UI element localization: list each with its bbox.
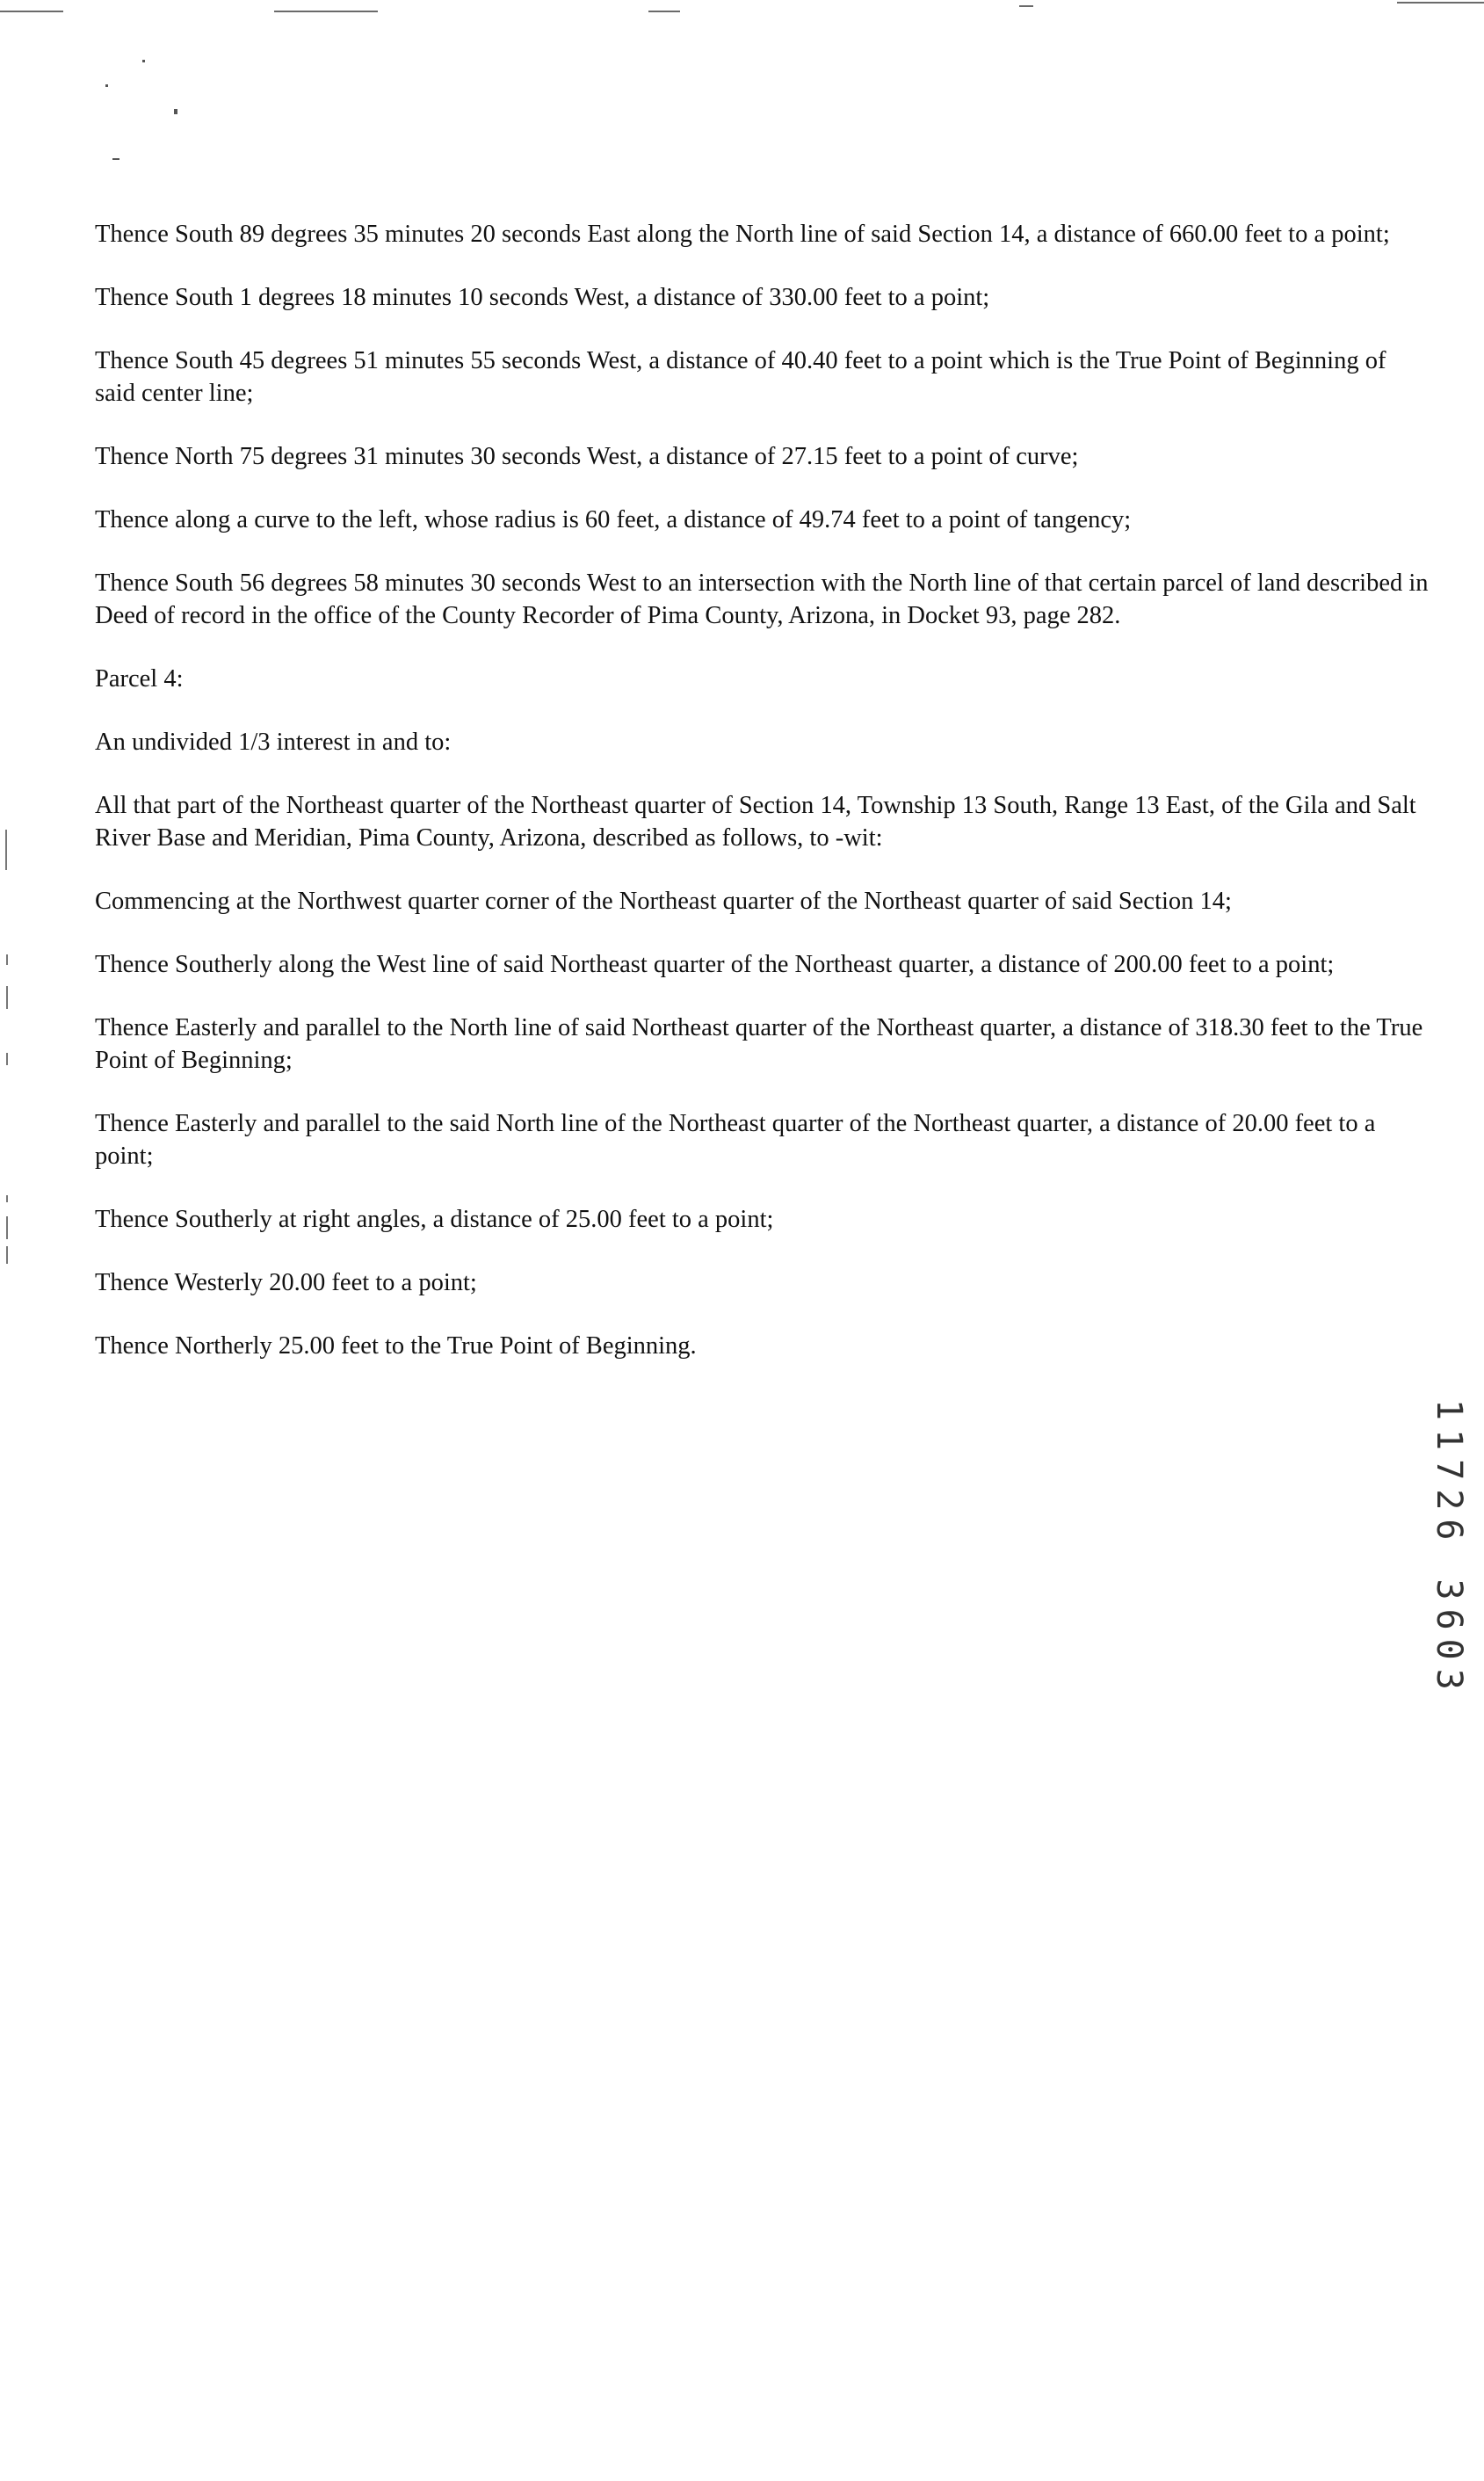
scan-speck (105, 84, 108, 87)
paragraph-course-6: Thence Southerly along the West line of said Northeast quarter of the Northeast quarter, a distance of 200.00 feet to a point; (95, 951, 1335, 978)
parcel-heading: Parcel 4: (95, 665, 184, 693)
margin-mark (6, 954, 8, 965)
scan-speck (112, 158, 119, 160)
margin-mark (6, 1216, 8, 1239)
paragraph-course-10: Thence Westerly 20.00 feet to a point; (95, 1269, 477, 1296)
paragraph-course-2: Thence South 1 degrees 18 minutes 10 seconds West, a distance of 330.00 feet to a point; (95, 284, 990, 311)
margin-mark (6, 1195, 8, 1202)
paragraph-course-1: Thence South 89 degrees 35 minutes 20 seconds East along the North line of said Section 14, a distance of 660.00 feet to a point; (95, 221, 1390, 248)
scan-speck (174, 109, 177, 114)
legal-description (95, 218, 1430, 1362)
recording-number-stamp (1430, 1399, 1473, 1707)
paragraph-curve: Thence along a curve to the left, whose radius is 60 feet, a distance of 49.74 feet to a point of tangency; (95, 506, 1132, 533)
margin-mark (6, 1246, 8, 1264)
paragraph-course-4: Thence North 75 degrees 31 minutes 30 seconds West, a distance of 27.15 feet to a point of curve; (95, 443, 1079, 470)
scan-line-top-center-left (274, 11, 378, 12)
paragraph-course-8: Thence Easterly and parallel to the said North line of the Northeast quarter of the Northeast quarter, a distance of 20.00 feet to a point; (95, 1110, 1376, 1170)
paragraph-course-11: Thence Northerly 25.00 feet to the True Point of Beginning. (95, 1332, 697, 1360)
margin-mark (6, 986, 8, 1009)
paragraph-course-5: Thence South 56 degrees 58 minutes 30 seconds West to an intersection with the North line of that certain parcel of land described in Deed of record in the office of the County Recorder of Pima County, Arizona, in Docket 93, page 282. (95, 569, 1429, 629)
paragraph-course-9: Thence Southerly at right angles, a distance of 25.00 feet to a point; (95, 1206, 774, 1233)
paragraph-parcel-description: All that part of the Northeast quarter of the Northeast quarter of Section 14, Township 13 South, Range 13 East, of the Gila and Salt River Base and Meridian, Pima County, Arizona, described as follows, to -wit: (95, 792, 1416, 852)
scan-line-top-right (1397, 2, 1484, 4)
margin-mark (6, 1053, 8, 1065)
scan-speck (142, 60, 145, 62)
paragraph-interest: An undivided 1/3 interest in and to: (95, 729, 452, 756)
paragraph-commencing: Commencing at the Northwest quarter corner of the Northeast quarter of the Northeast quarter of said Section 14; (95, 888, 1232, 915)
paragraph-course-3: Thence South 45 degrees 51 minutes 55 seconds West, a distance of 40.40 feet to a point which is the True Point of Beginning of said center line; (95, 347, 1386, 407)
recording-number: 11726 3603 (1429, 1399, 1469, 1699)
paragraph-course-7: Thence Easterly and parallel to the North line of said Northeast quarter of the Northeast quarter, a distance of 318.30 feet to the True Point of Beginning; (95, 1014, 1423, 1074)
scan-line-top-center-right (1019, 5, 1033, 7)
margin-mark (5, 830, 7, 870)
scan-line-top-center (648, 11, 680, 12)
scan-line-top-left (0, 11, 63, 12)
